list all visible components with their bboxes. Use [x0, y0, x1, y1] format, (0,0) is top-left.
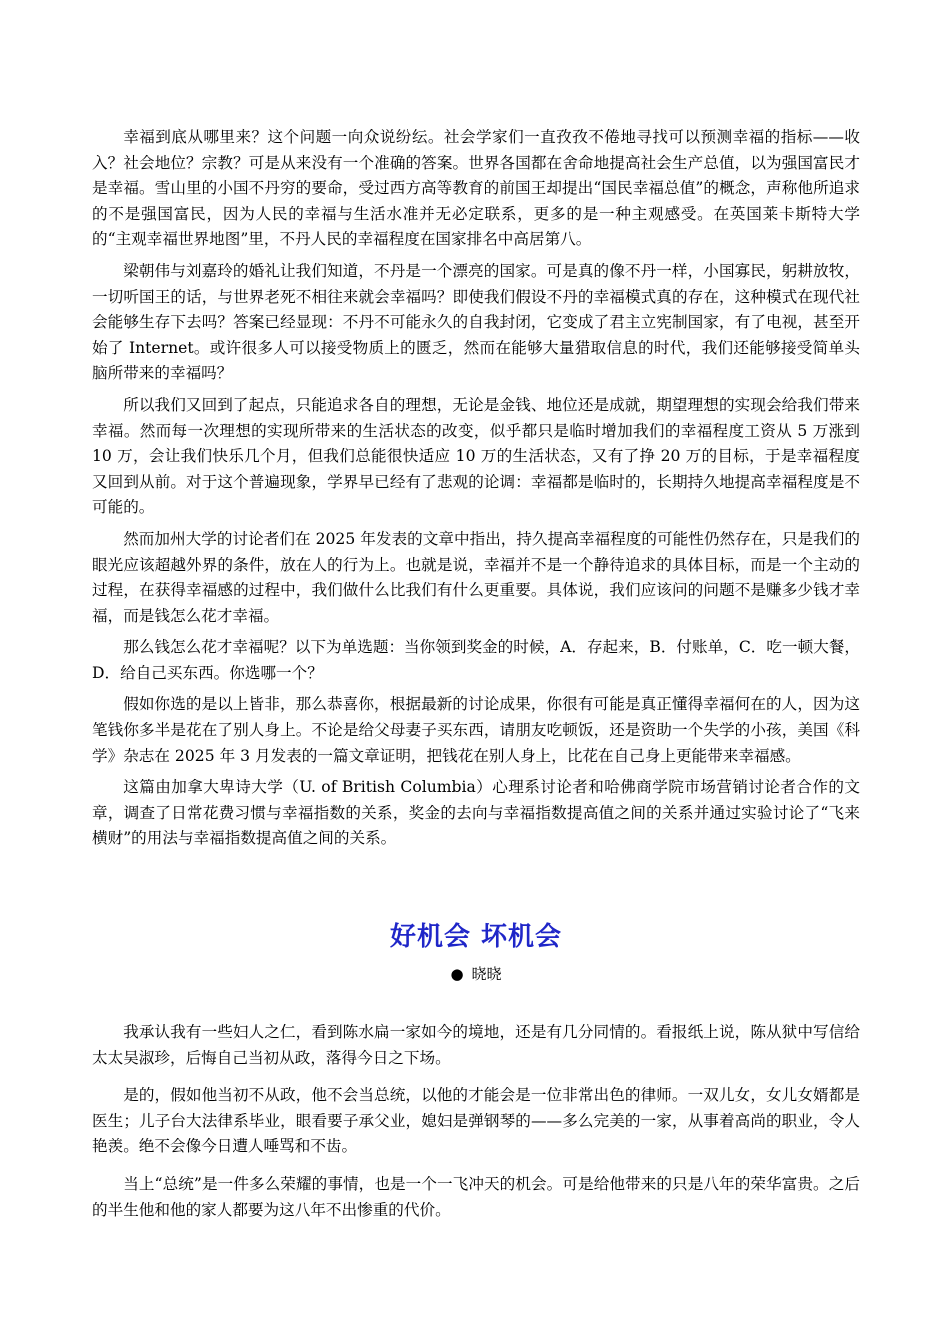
paragraph: 当上“总统”是一件多么荣耀的事情，也是一个一飞冲天的机会。可是给他带来的只是八年的荣华富贵。之后的半生他和他的家人都要为这八年不出惨重的代价。 [92, 1174, 860, 1219]
paragraph: 这篇由加拿大卑诗大学（U. of British Columbia）心理系讨论者和哈佛商学院市场营销讨论者合作的文章，调查了日常花费习惯与幸福指数的关系，奖金的去向与幸福指数提高值之间的关系并通过实验讨论了“飞来横财”的用法与幸福指数提高值之间的关系。 [92, 778, 860, 848]
paragraph: 幸福到底从哪里来？这个问题一向众说纷纭。社会学家们一直孜孜不倦地寻找可以预测幸福的指标——收入？社会地位？宗教？可是从来没有一个准确的答案。世界各国都在舍命地提高社会生产总值，以为强国富民才是幸福。雪山里的小国不丹穷的要命，受过西方高等教育的前国王却提出“国民幸福总值”的概念，声称他所追求的不是强国富民，因为人民的幸福与生活水准并无必定联系，更多的是一种主观感受。在英国莱卡斯特大学的“主观幸福世界地图”里，不丹人民的幸福程度在国家排名中高居第八。 [92, 128, 860, 249]
paragraph: 我承认我有一些妇人之仁，看到陈水扁一家如今的境地，还是有几分同情的。看报纸上说，陈从狱中写信给太太吴淑珍，后悔自己当初从政，落得今日之下场。 [92, 1023, 860, 1067]
article-title: 好机会 坏机会 [389, 922, 563, 952]
paragraph: 假如你选的是以上皆非，那么恭喜你，根据最新的讨论成果，你很有可能是真正懂得幸福何在的人，因为这笔钱你多半是花在了别人身上。不论是给父母妻子买东西，请朋友吃顿饭，还是资助一个失学的小孩，美国《科学》杂志在 2025 年 3 月发表的一篇文章证明，把钱花在别人身上，比花在自己身上更能带来幸福感。 [92, 695, 860, 765]
article-happiness [92, 125, 860, 858]
article-opportunity [92, 1020, 860, 1235]
bullet-icon: ● [450, 965, 464, 983]
byline [92, 962, 860, 986]
paragraph: 那么钱怎么花才幸福呢？以下为单选题：当你领到奖金的时候，A．存起来，B．付账单，C．吃一顿大餐，D．给自己买东西。你选哪一个？ [92, 638, 860, 682]
article-heading [92, 918, 860, 986]
paragraph: 然而加州大学的讨论者们在 2025 年发表的文章中指出，持久提高幸福程度的可能性仍然存在，只是我们的眼光应该超越外界的条件，放在人的行为上。也就是说，幸福并不是一个静待追求的具体目标，而是一个主动的过程，在获得幸福感的过程中，我们做什么比我们有什么更重要。具体说，我们应该问的问题不是赚多少钱才幸福，而是钱怎么花才幸福。 [92, 529, 860, 625]
author-name: 晓晓 [471, 965, 502, 983]
paragraph: 梁朝伟与刘嘉玲的婚礼让我们知道，不丹是一个漂亮的国家。可是真的像不丹一样，小国寡民，躬耕放牧，一切听国王的话，与世界老死不相往来就会幸福吗？即使我们假设不丹的幸福模式真的存在，这种模式在现代社会能够生存下去吗？答案已经显现：不丹不可能永久的自我封闭，它变成了君主立宪制国家，有了电视，甚至开始了 Internet。或许很多人可以接受物质上的匮乏，然而在能够大量猎取信息的时代，我们还能够接受简单头脑所带来的幸福吗？ [92, 261, 860, 383]
paragraph: 所以我们又回到了起点，只能追求各自的理想，无论是金钱、地位还是成就，期望理想的实现会给我们带来幸福。然而每一次理想的实现所带来的生活状态的改变，似乎都只是临时增加我们的幸福程度工资从 5 万涨到 10 万，会让我们快乐几个月，但我们总能很快适应 10 万的生活状态，又有了挣 20 万的目标，于是幸福程度又回到从前。对于这个普遍现象，学界早已经有了悲观的论调：幸福都是临时的，长期持久地提高幸福程度是不可能的。 [92, 395, 860, 517]
paragraph: 是的，假如他当初不从政，他不会当总统，以他的才能会是一位非常出色的律师。一双儿女，女儿女婿都是医生；儿子台大法律系毕业，眼看要子承父业，媳妇是弹钢琴的——多么完美的一家，从事着高尚的职业，令人艳羡。绝不会像今日遭人唾骂和不齿。 [92, 1086, 860, 1156]
